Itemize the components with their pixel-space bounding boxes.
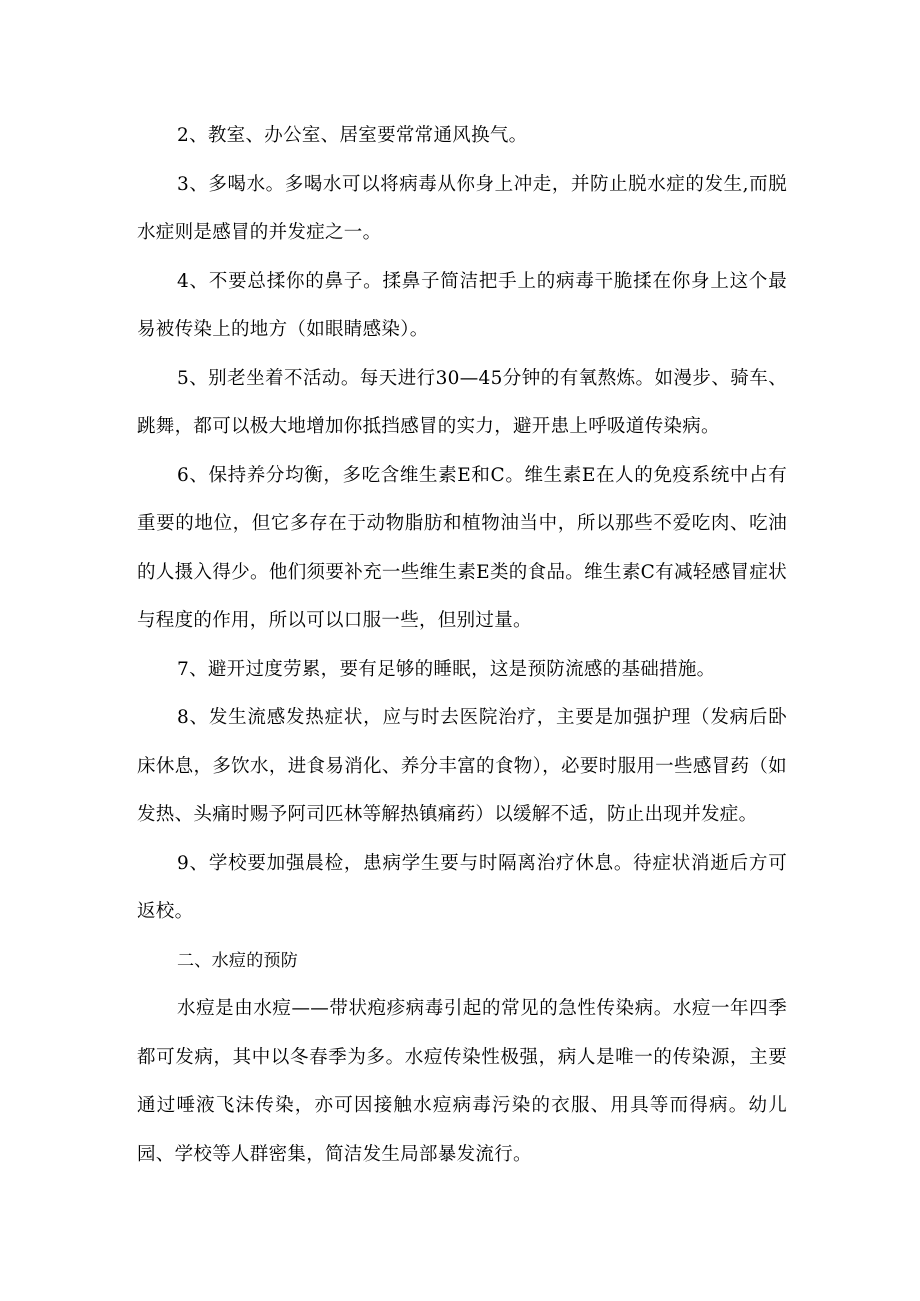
paragraph-item-8: 8、发生流感发热症状，应与时去医院治疗，主要是加强护理（发病后卧床休息，多饮水，进食易消化、养分丰富的食物），必要时服用一些感冒药（如发热、头痛时赐予阿司匹林等解热镇痛药）以缓解不适，防止出现并发症。 bbox=[137, 707, 787, 825]
paragraph-item-4: 4、不要总揉你的鼻子。揉鼻子简洁把手上的病毒干脆揉在你身上这个最易被传染上的地方（如眼睛感染）。 bbox=[137, 270, 787, 340]
paragraph-item-6: 6、保持养分均衡，多吃含维生素E和C。维生素E在人的免疫系统中占有重要的地位，但它多存在于动物脂肪和植物油当中，所以那些不爱吃肉、吃油的人摄入得少。他们须要补充一些维生素E类的食品。维生素C有减轻感冒症状与程度的作用，所以可以口服一些，但别过量。 bbox=[137, 464, 787, 631]
paragraph-item-3: 3、多喝水。多喝水可以将病毒从你身上冲走，并防止脱水症的发生,而脱水症则是感冒的并发症之一。 bbox=[137, 173, 787, 243]
paragraph-item-7: 7、避开过度劳累，要有足够的睡眠，这是预防流感的基础措施。 bbox=[177, 658, 716, 680]
paragraph-item-9: 9、学校要加强晨检，患病学生要与时隔离治疗休息。待症状消逝后方可返校。 bbox=[137, 852, 787, 922]
section-heading: 二、水痘的预防 bbox=[177, 950, 299, 971]
paragraph-item-5: 5、别老坐着不活动。每天进行30—45分钟的有氧熬炼。如漫步、骑车、跳舞，都可以极大地增加你抵挡感冒的实力，避开患上呼吸道传染病。 bbox=[137, 367, 787, 437]
section-paragraph: 水痘是由水痘——带状疱疹病毒引起的常见的急性传染病。水痘一年四季都可发病，其中以冬春季为多。水痘传染性极强，病人是唯一的传染源，主要通过唾液飞沫传染，亦可因接触水痘病毒污染的衣服、用具等而得病。幼儿园、学校等人群密集，简洁发生局部暴发流行。 bbox=[137, 998, 787, 1165]
document-body bbox=[137, 112, 787, 1179]
paragraph-item-2: 2、教室、办公室、居室要常常通风换气。 bbox=[177, 125, 528, 146]
